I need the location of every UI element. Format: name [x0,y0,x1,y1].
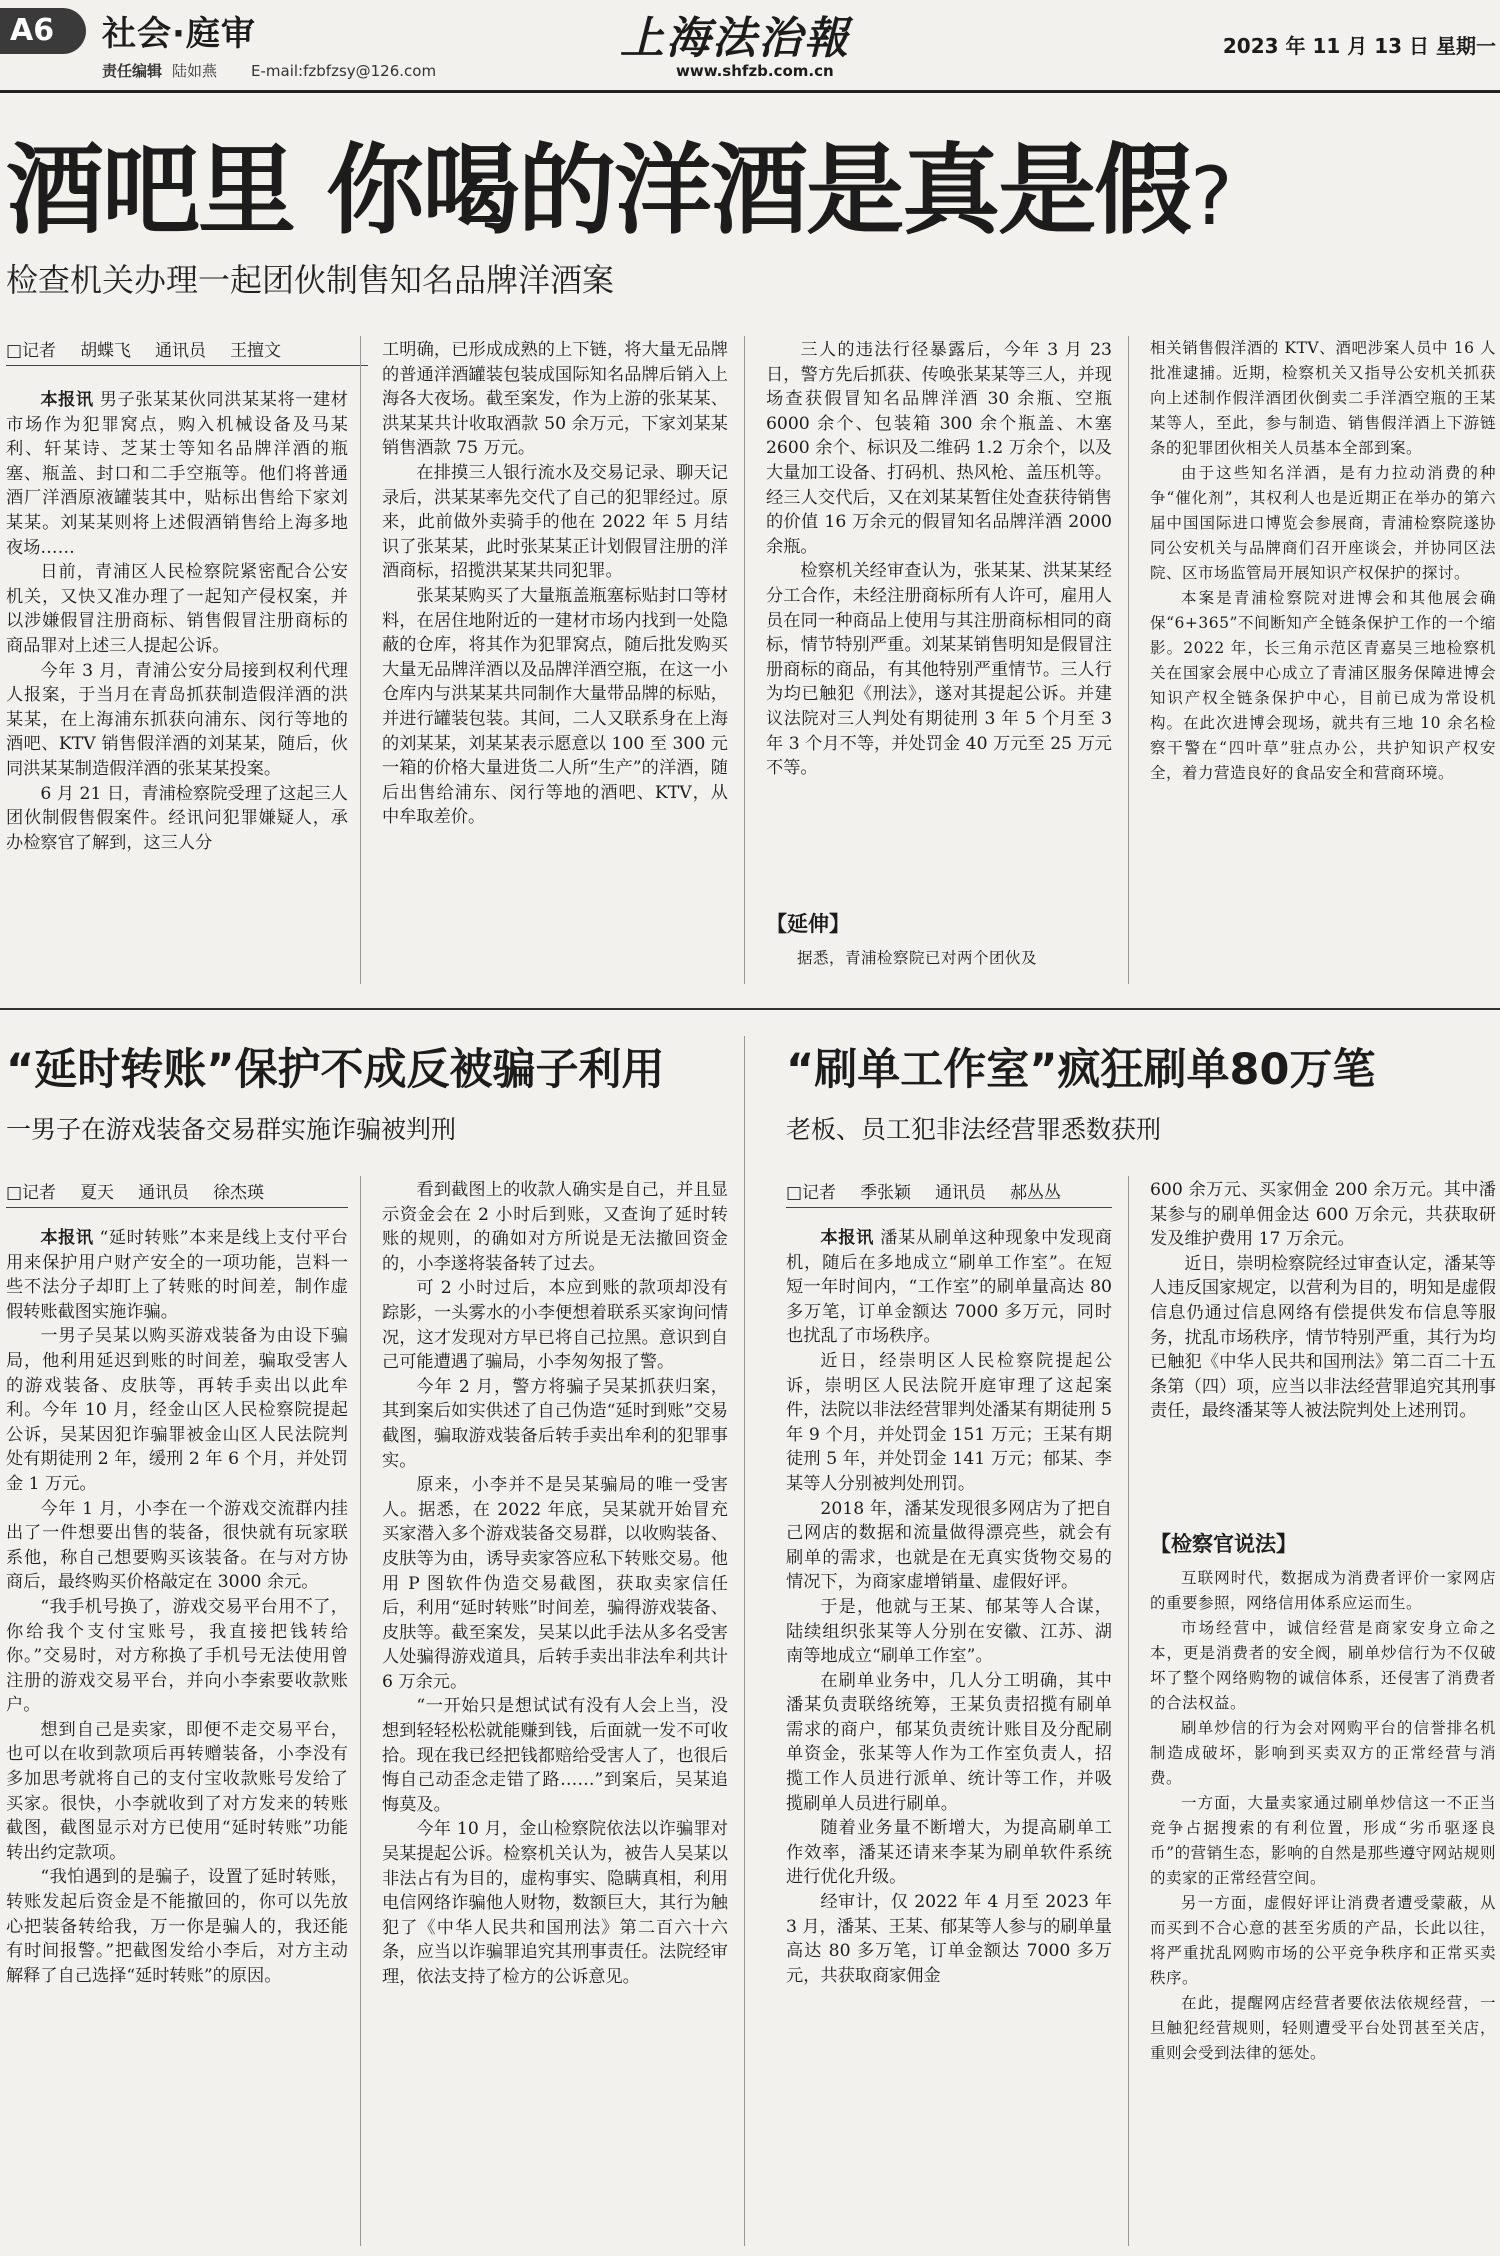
byline-corr-label: 通讯员 [138,1183,190,1203]
byline-reporter: 季张颖 [860,1183,912,1203]
story1-headline-text: 酒吧里 你喝的洋酒是真是假 [6,134,1191,248]
paragraph: 经审计，仅 2022 年 4 月至 2023 年 3 月，潘某、王某、郁某等人参与的刷单量高达 80 多万笔，订单金额达 7000 多万元，共获取商家佣金 [786,1892,1112,1986]
byline-corr: 王擅文 [230,341,282,361]
paragraph: 张某某购买了大量瓶盖瓶塞标贴封口等材料，在居住地附近的一建材市场内找到一处隐蔽的仓库，将其作为犯罪窝点，随后批发购买大量无品牌洋酒以及品牌洋酒空瓶，在这一小仓库内与洪某某共同制作大量带品牌的标贴，并进行罐装包装。其间，二人又联系身在上海的刘某某，刘某某表示愿意以 100 至 300 元一箱的价格大量进货二人所“生产”的洋酒，随后出售给浦东、闵行等地的酒吧、KTV，从中牟取差价。 [382,585,728,828]
editor-email: E-mail:fzbfzsy@126.com [251,62,437,80]
story3-headline: “刷单工作室”疯狂刷单80万笔 [786,1045,1376,1095]
paragraph: 另一方面，虚假好评让消费者遭受蒙蔽，从而买到不合心意的甚至劣质的产品，长此以往，将严重扰乱网购市场的公平竞争秩序和正常买卖秩序。 [1150,1894,1496,1987]
byline-prefix: □记者 [786,1183,837,1203]
byline-prefix: □记者 [6,341,57,361]
issue-date: 2023 年 11 月 13 日 星期一 [1222,34,1496,58]
extension-text: 据悉，青浦检察院已对两个团伙及 [797,949,1038,967]
lead-tag: 本报讯 [40,1228,94,1248]
paragraph: 600 余万元、买家佣金 200 余万元。其中潘某参与的刷单佣金达 600 万余元，共获取研发及维护费用 17 万余元。 [1150,1180,1496,1250]
section-title: 社会·庭审 [102,14,256,54]
paragraph: 近日，经崇明区人民检察院提起公诉，崇明区人民法院开庭审理了这起案件，法院以非法经营罪判处潘某有期徒刑 5 年 9 个月，并处罚金 151 万元；王某有期徒刑 5 年，并处罚金 141 万元；郁某、李某等人分别被判处刑罚。 [786,1350,1112,1494]
byline-reporter: 胡蝶飞 [80,341,132,361]
paragraph: 刷单炒信的行为会对网购平台的信誉排名机制造成破坏，影响到买卖双方的正常经营与消费。 [1150,1719,1496,1787]
story3-byline [786,1178,1112,1208]
story2-column-2 [382,1178,728,2246]
paragraph: 日前，青浦区人民检察院紧密配合公安机关，又快又准办理了一起知产侵权案，并以涉嫌假冒注册商标、销售假冒注册商标的商品罪对上述三人提起公诉。 [6,562,348,656]
story2-headline: “延时转账”保护不成反被骗子利用 [6,1045,665,1095]
paragraph: 一方面，大量卖家通过刷单炒信这一不正当竞争占据搜索的有利位置，形成“劣币驱逐良币”的营销生态，影响的自然是那些遵守网站规则的卖家的正常经营空间。 [1150,1794,1496,1887]
story1-column-4 [1150,336,1496,986]
story1-column-2 [382,338,728,984]
story3-column-2 [1150,1178,1496,1518]
paragraph: 今年 10 月，金山检察院依法以诈骗罪对吴某提起公诉。检察机关认为，被告人吴某以非法占有为目的，虚构事实、隐瞒真相，利用电信网络诈骗他人财物，数额巨大，其行为触犯了《中华人民共和国刑法》第二百六十六条，应当以诈骗罪追究其刑事责任。法院经审理，依法支持了检方的公诉意见。 [382,1819,728,1987]
paragraph: 本报讯 潘某从刷单这种现象中发现商机，随后在多地成立“刷单工作室”。在短短一年时间内，“工作室”的刷单量高达 80 多万笔，订单金额达 7000 多万元，同时也扰乱了市场秩序。 [786,1228,1112,1347]
paragraph: 本报讯 男子张某某伙同洪某某将一建材市场作为犯罪窝点，购入机械设备及马某利、轩某诗、芝某士等知名品牌洋酒的瓶塞、瓶盖、封口和二手空瓶等。他们将普通酒厂洋酒原液罐装其中，贴标出售给下家刘某某。刘某某则将上述假酒销售给上海多地夜场…… [6,390,348,558]
paragraph: 相关销售假洋酒的 KTV、酒吧涉案人员中 16 人批准逮捕。近期，检察机关又指导公安机关抓获向上述制作假洋酒团伙倒卖二手洋酒空瓶的王某某等人，至此，参与制造、销售假洋酒上下游链条的犯罪团伙相关人员基本全部到案。 [1150,339,1496,457]
newspaper-logo: 上海法治報 [620,13,850,64]
story2-subhead: 一男子在游戏装备交易群实施诈骗被判刑 [6,1115,457,1144]
paragraph: “我手机号换了，游戏交易平台用不了，你给我个支付宝账号，我直接把钱转给你。”交易时，对方称换了手机号无法使用曾注册的游戏交易平台，并向小李索要收款账户。 [6,1596,348,1716]
prosecutor-opinion-box [1150,1524,1496,2256]
paragraph: 今年 2 月，警方将骗子吴某抓获归案，其到案后如实供述了自己伪造“延时到账”交易截图，骗取游戏装备后转手卖出牟利的犯罪事实。 [382,1376,728,1471]
opinion-label: 【 检察官说法 】 [1150,1528,1496,1558]
paragraph: 一男子吴某以购买游戏装备为由设下骗局，他利用延迟到账的时间差，骗取受害人的游戏装备、皮肤等，再转手卖出以此牟利。今年 10 月，经金山区人民检察院提起公诉，吴某因犯诈骗罪被金山区人民法院判处有期徒刑 2 年，缓刑 2 年 6 个月，并处罚金 1 万元。 [6,1326,348,1494]
byline-reporter: 夏天 [80,1183,115,1203]
story1-extension [766,904,1112,971]
column-divider [1128,1176,1129,2246]
paragraph: “一开始只是想试试有没有人会上当，没想到轻轻松松就能赚到钱，后面就一发不可收拾。现在我已经把钱都赔给受害人了，也很后悔自己动歪念走错了路……”到案后，吴某追悔莫及。 [382,1696,728,1815]
byline-corr: 徐杰瑛 [213,1183,265,1203]
story1-subhead: 检查机关办理一起团伙制售知名品牌洋酒案 [6,261,615,299]
lead-tag: 本报讯 [40,390,94,410]
paragraph: 在排摸三人银行流水及交易记录、聊天记录后，洪某某率先交代了自己的犯罪经过。原来，此前做外卖骑手的他在 2022 年 5 月结识了张某某，此时张某某正计划假冒注册的洋酒商标，招揽洪某某共同犯罪。 [382,462,728,582]
paragraph: 本案是青浦检察院对进博会和其他展会确保“6+365”不间断知产全链条保护工作的一个缩影。2022 年，长三角示范区青嘉吴三地检察机关在国家会展中心成立了青浦区服务保障进博会知识产权全链条保护中心，目前已成为常设机构。在此次进博会现场，就共有三地 10 余名检察干警在“四叶草”驻点办公，共护知识产权安全，着力营造良好的食品安全和营商环境。 [1150,589,1496,782]
paragraph: 互联网时代，数据成为消费者评价一家网店的重要参照，网络信用体系应运而生。 [1150,1569,1496,1612]
paragraph: 随着业务量不断增大，为提高刷单工作效率，潘某还请来李某为刷单软件系统进行优化升级。 [786,1818,1112,1888]
column-divider [360,336,361,984]
story3-column-1 [786,1226,1112,2246]
paragraph: 工明确，已形成成熟的上下链，将大量无品牌的普通洋酒罐装包装成国际知名品牌后销入上海各大夜场。截至案发，作为上游的张某某、洪某某共计收取酒款 50 余万元，下家刘某某销售酒款 75 万元。 [382,340,728,459]
paragraph: 可 2 小时过后，本应到账的款项却没有踪影，一头雾水的小李便想着联系买家询问情况，这才发现对方早已将自己拉黑。意识到自己可能遭遇了骗局，小李匆匆报了警。 [382,1278,728,1373]
opinion-text [1150,1566,1496,2256]
column-divider [360,1176,361,2246]
paragraph: 由于这些知名洋酒，是有力拉动消费的种争“催化剂”，其权利人也是近期正在举办的第六届中国国际进口博览会参展商，青浦检察院遂协同公安机关与品牌商们召开座谈会，并协同区法院、区市场监管局开展知识产权保护的探讨。 [1150,464,1496,582]
story1-byline [6,336,368,366]
column-divider [744,1036,745,2246]
paragraph: 本报讯 “延时转账”本来是线上支付平台用来保护用户财产安全的一项功能，岂料一些不法分子却盯上了转账的时间差，制作虚假转账截图实施诈骗。 [6,1228,348,1322]
paragraph: 检察机关经审查认为，张某某、洪某某经分工合作，未经注册商标所有人许可，雇用人员在同一种商品上使用与其注册商标相同的商标，情节特别严重。刘某某销售明知是假冒注册商标的商品，有其他特别严重情节。三人行为均已触犯《刑法》，遂对其提起公诉。并建议法院对三人判处有期徒刑 3 年 5 个月至 3 年 3 个月不等，并处罚金 40 万元至 25 万元不等。 [766,561,1112,779]
lead-tag: 本报讯 [820,1228,875,1248]
masthead-divider [0,90,1500,93]
paragraph: 原来，小李并不是吴某骗局的唯一受害人。据悉，在 2022 年底，吴某就开始冒充买家潜入多个游戏装备交易群，以收购装备、皮肤等为由，诱导卖家答应私下转账交易。他用 P 图软件伪造交易截图，获取卖家信任后，利用“延时转账”时间差，骗得游戏装备、皮肤等。截至案发，吴某以此手法从多名受害人处骗得游戏道具，后转手卖出非法牟利共计 6 万余元。 [382,1475,728,1692]
paragraph: 今年 1 月，小李在一个游戏交流群内挂出了一件想要出售的装备，很快就有玩家联系他，称自己想要购买该装备。在与对方协商后，最终购买价格敲定在 3000 余元。 [6,1498,348,1593]
byline-prefix: □记者 [6,1183,57,1203]
story3-subhead: 老板、员工犯非法经营罪悉数获刑 [786,1115,1162,1144]
paragraph: 市场经营中，诚信经营是商家安身立命之本，更是消费者的安全阀，刷单炒信行为不仅破坏了整个网络购物的诚信体系，还侵害了消费者的合法权益。 [1150,1619,1496,1712]
byline-corr: 郝丛丛 [1010,1183,1062,1203]
paragraph: 在此，提醒网店经营者要依法依规经营，一旦触犯经营规则，轻则遭受平台处罚甚至关店，重则会受到法律的惩处。 [1150,1994,1496,2062]
paragraph: 6 月 21 日，青浦检察院受理了这起三人团伙制假售假案件。经讯问犯罪嫌疑人，承办检察官了解到，这三人分 [6,783,348,853]
newspaper-url[interactable]: www.shfzb.com.cn [676,62,834,80]
paragraph: 在刷单业务中，几人分工明确，其中潘某负责联络统筹，王某负责招揽有刷单需求的商户，郁某负责统计账目及分配刷单资金，张某等人作为工作室负责人，招揽工作人员进行派单、统计等工作，并吸揽刷单人员进行刷单。 [786,1670,1112,1814]
story2-byline [6,1178,348,1208]
column-divider [1128,336,1129,984]
section-divider [0,1008,1500,1010]
paragraph: 想到自己是卖家，即便不走交易平台，也可以在收到款项后再转赠装备，小李没有多加思考就将自己的支付宝收款账号发给了买家。很快，小李就收到了对方发来的转账截图，截图显示对方已使用“延时转账”功能转出约定款项。 [6,1719,348,1863]
paragraph: 三人的违法行径暴露后，今年 3 月 23 日，警方先后抓获、传唤张某某等三人，并现场查获假冒知名品牌洋酒 30 余瓶、空瓶 6000 余个、包装箱 300 余个瓶盖、木塞 2600 余个、标识及二维码 1.2 万余个，以及大量加工设备、打码机、热风枪、盖压机等。经三人交代后，又在刘某某暂住处查获待销售的价值 16 万余元的假冒知名品牌洋酒 2000 余瓶。 [766,340,1112,557]
editor-label: 责任编辑 [102,62,163,80]
paragraph: 看到截图上的收款人确实是自己，并且显示资金会在 2 小时后到账，又查询了延时转账的规则，的确如对方所说是无法撤回资金的，小李遂将装备转了过去。 [382,1180,728,1274]
paragraph: 2018 年，潘某发现很多网店为了把自己网店的数据和流量做得漂亮些，就会有刷单的需求，也就是在无真实货物交易的情况下，为商家虚增销量、虚假好评。 [786,1498,1112,1593]
paragraph: 今年 3 月，青浦公安分局接到权利代理人报案，于当月在青岛抓获制造假洋酒的洪某某，在上海浦东抓获向浦东、闵行等地的酒吧、KTV 销售假洋酒的刘某某，随后，伙同洪某某制造假洋酒的张某某投案。 [6,660,348,779]
story1-column-3 [766,338,1112,898]
paragraph: 近日，崇明检察院经过审查认定，潘某等人违反国家规定，以营利为目的，明知是虚假信息仍通过信息网络有偿提供发布信息等服务，扰乱市场秩序，情节特别严重，其行为均已触犯《中华人民共和国刑法》第二百二十五条第（四）项，应当以非法经营罪追究其刑事责任，最终潘某等人被法院判处上述刑罚。 [1150,1253,1496,1422]
paragraph: 于是，他就与王某、郁某等人合谋，陆续组织张某等人分别在安徽、江苏、湖南等地成立“刷单工作室”。 [786,1596,1112,1667]
byline-corr-label: 通讯员 [155,341,207,361]
column-divider [744,336,745,984]
extension-label: 【 延伸 】 [766,908,1112,938]
story2-column-1 [6,1226,348,2246]
editor-line [102,60,436,81]
story1-headline-mark: ? [1190,150,1231,243]
byline-corr-label: 通讯员 [935,1183,987,1203]
story1-headline [6,112,1231,253]
page-number: A6 [0,8,86,54]
story1-column-1 [6,388,348,984]
paragraph: “我怕遇到的是骗子，设置了延时转账，转账发起后资金是不能撤回的，你可以先放心把装备转给我，万一你是骗人的，我还能有时间报警。”把截图发给小李后，对方主动解释了自己选择“延时转账”的原因。 [6,1867,348,1986]
editor-name: 陆如燕 [172,62,218,80]
